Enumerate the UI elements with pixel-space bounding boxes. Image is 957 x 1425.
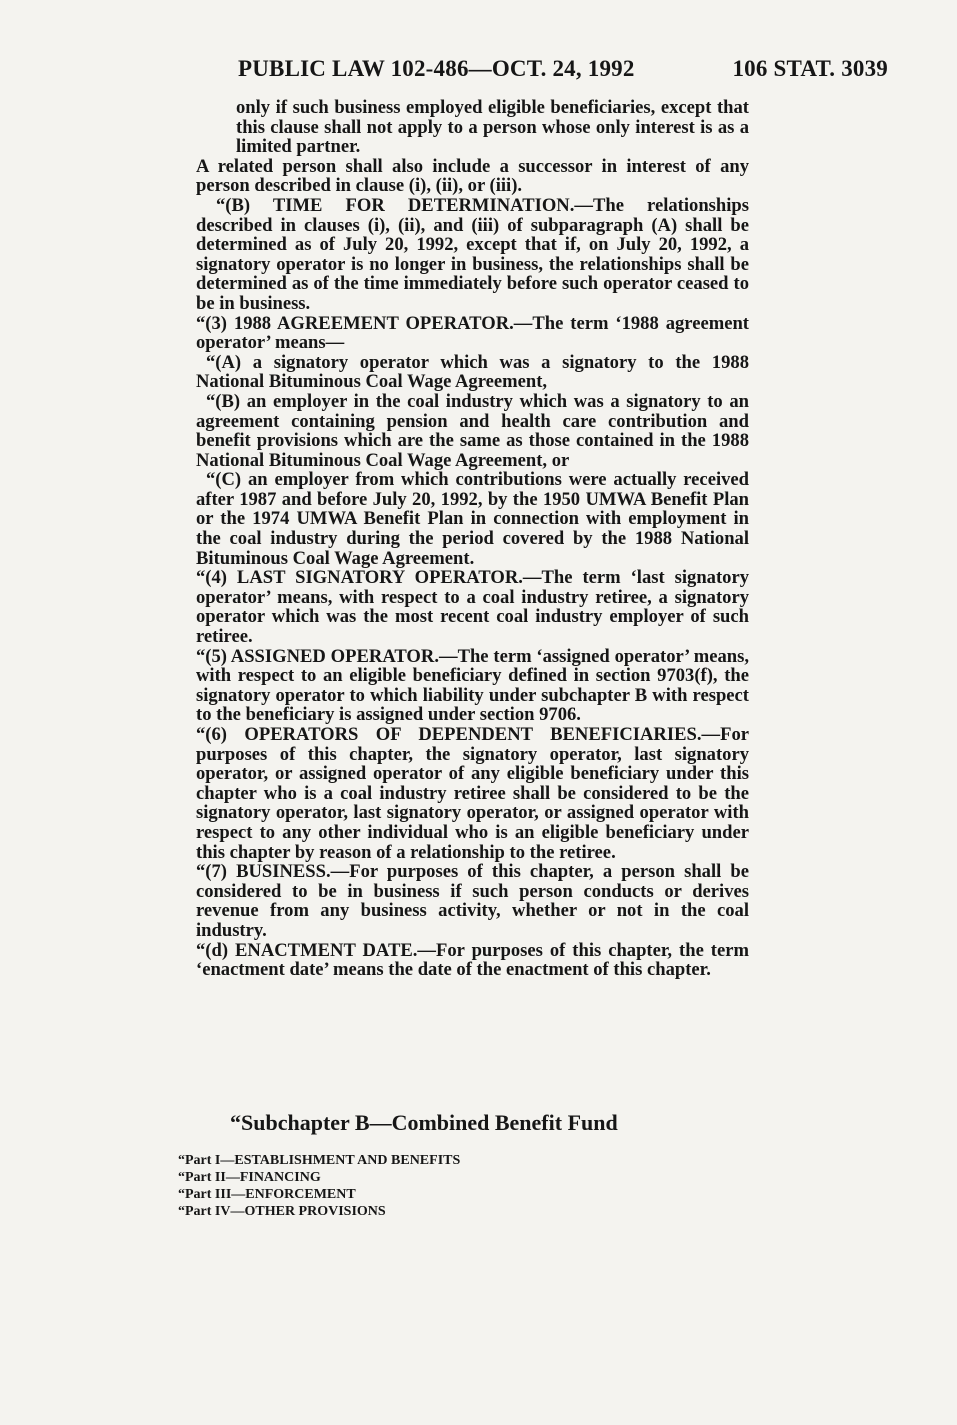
paragraph: “(B) an employer in the coal industry which was a signatory to an agreement containing pension and health care contribution and benefit provisions which are the same as those contained in the 1988 National Bituminous Coal Wage Agreement, or <box>196 390 749 471</box>
header-statute-page: 106 STAT. 3039 <box>732 56 888 81</box>
paragraph: “(C) an employer from which contributions were actually received after 1987 and before July 20, 1992, by the 1950 UMWA Benefit Plan or the 1974 UMWA Benefit Plan in connection with employment in the coal industry during the period covered by the 1988 National Bituminous Coal Wage Agreement. <box>196 469 749 569</box>
paragraph: only if such business employed eligible beneficiaries, except that this clause shall not apply to a person whose only interest is as a limited partner. <box>236 97 749 158</box>
header-law-citation: PUBLIC LAW 102-486—OCT. 24, 1992 <box>238 56 635 81</box>
toc-item: “Part III—ENFORCEMENT <box>178 1187 356 1202</box>
statute-body <box>196 98 749 980</box>
paragraph: “(5) ASSIGNED OPERATOR.—The term ‘assigned operator’ means, with respect to an eligible beneficiary defined in section 9703(f), the signatory operator to which liability under subchapter B with respect to the beneficiary is assigned under section 9706. <box>196 645 749 726</box>
subchapter-heading: “Subchapter B—Combined Benefit Fund <box>230 1110 618 1135</box>
table-of-contents <box>178 1152 578 1220</box>
page-header <box>238 56 888 86</box>
toc-item: “Part IV—OTHER PROVISIONS <box>178 1204 386 1219</box>
paragraph: “(3) 1988 AGREEMENT OPERATOR.—The term ‘1988 agreement operator’ means— <box>196 312 749 354</box>
paragraph: “(7) BUSINESS.—For purposes of this chapter, a person shall be considered to be in business if such person conducts or derives revenue from any business activity, whether or not in the coal industry. <box>196 861 749 941</box>
paragraph: A related person shall also include a successor in interest of any person described in clause (i), (ii), or (iii). <box>196 155 749 197</box>
paragraph: “(6) OPERATORS OF DEPENDENT BENEFICIARIES.—For purposes of this chapter, the signatory operator, last signatory operator, or assigned operator of any eligible beneficiary under this chapter who is a coal industry retiree shall be considered to be the signatory operator, last signatory operator, or assigned operator with respect to any other individual who is an eligible beneficiary under this chapter by reason of a relationship to the retiree. <box>196 724 749 863</box>
paragraph: “(4) LAST SIGNATORY OPERATOR.—The term ‘last signatory operator’ means, with respect to a coal industry retiree, a signatory operator which was the most recent coal industry employer of such retiree. <box>196 567 749 648</box>
toc-item: “Part I—ESTABLISHMENT AND BENEFITS <box>178 1153 461 1168</box>
paragraph: “(A) a signatory operator which was a signatory to the 1988 National Bituminous Coal Wage Agreement, <box>196 351 749 393</box>
paragraph: “(d) ENACTMENT DATE.—For purposes of this chapter, the term ‘enactment date’ means the date of the enactment of this chapter. <box>196 939 749 981</box>
paragraph: “(B) TIME FOR DETERMINATION.—The relationships described in clauses (i), (ii), and (iii) of subparagraph (A) shall be determined as of July 20, 1992, except that if, on July 20, 1992, a signatory operator is no longer in business, the relationships shall be determined as of the time immediately before such operator ceased to be in business. <box>196 194 749 314</box>
toc-item: “Part II—FINANCING <box>178 1170 321 1185</box>
